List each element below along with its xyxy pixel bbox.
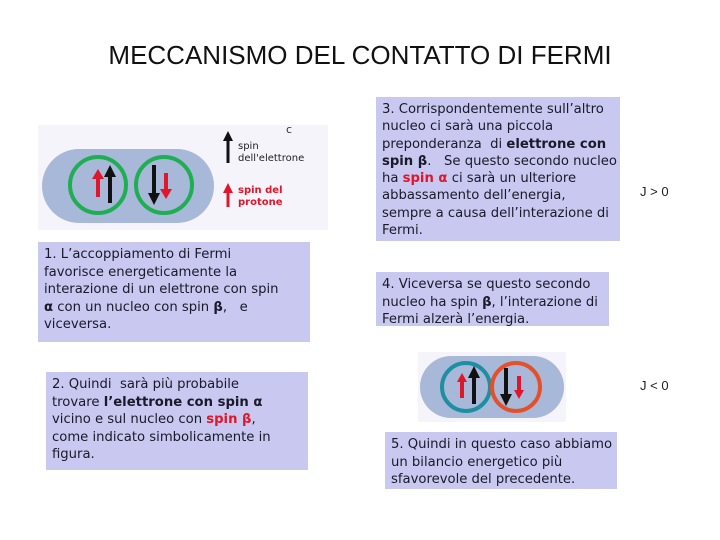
page-title: MECCANISMO DEL CONTATTO DI FERMI	[108, 40, 612, 70]
box3-line5-end: ci sarà un ulteriore	[447, 171, 577, 187]
box2-line2: trovare	[52, 394, 104, 410]
box4-line2-end: , l’interazione di	[491, 294, 598, 310]
label-j-positive: J > 0	[640, 184, 669, 199]
box2-spin-beta: spin β	[206, 412, 252, 428]
box4-line2: nucleo ha spin	[382, 294, 483, 310]
fermi-figure-bottom	[418, 352, 566, 422]
box2-line5: figura.	[52, 447, 95, 463]
box5-line3: sfavorevole del precedente.	[391, 472, 576, 488]
box1-beta: β	[213, 299, 223, 315]
label-j-negative: J < 0	[640, 378, 669, 393]
box3-line8: Fermi.	[382, 223, 423, 239]
legend-spin-proton-line2: protone	[238, 197, 283, 208]
box1-line4-end: , e	[222, 299, 248, 315]
box3-line7: sempre a causa dell’interazione di	[382, 205, 609, 221]
box1-line1: 1. L’accoppiamento di Fermi	[44, 247, 232, 262]
text-box-1	[38, 242, 310, 342]
box2-line3-end: ,	[251, 412, 256, 428]
legend-spin-electron-line2: dell'elettrone	[238, 153, 305, 164]
text-box-4	[376, 272, 609, 326]
legend-spin-electron-line1: spin	[238, 141, 259, 152]
box3-line2: nucleo ci sarà una piccola	[382, 119, 554, 135]
box2-line4: come indicato simbolicamente in	[52, 429, 271, 445]
box3-line4: . Se questo secondo nucleo	[427, 153, 617, 169]
box3-spin-alpha: spin α	[402, 171, 448, 187]
box3-spin: spin	[382, 153, 418, 169]
box1-alpha: α	[44, 299, 54, 315]
box1-line5: viceversa.	[44, 317, 112, 333]
box4-line1: 4. Viceversa se questo secondo	[382, 277, 591, 292]
legend-spin-proton-line1: spin del	[238, 185, 283, 196]
box5-line1: 5. Quindi in questo caso abbiamo	[391, 437, 613, 452]
figure-mark: c	[286, 125, 293, 136]
box2-alpha: α	[253, 394, 263, 410]
text-box-2	[46, 372, 308, 470]
nucleus-pair-capsule	[42, 149, 214, 223]
text-box-5	[385, 432, 617, 489]
box4-line3: Fermi alzerà l’energia.	[382, 312, 530, 328]
box3-line1: 3. Corrispondentemente sull’altro	[382, 102, 604, 117]
box1-line4: con un nucleo con spin	[53, 299, 214, 315]
box2-line1: 2. Quindi sarà più probabile	[52, 377, 240, 392]
fermi-figure-top	[38, 125, 328, 230]
box2-electron-spin: l’elettrone con spin	[103, 394, 254, 410]
box3-line6: abbassamento dell’energia,	[382, 188, 566, 204]
box1-line3: interazione di un elettrone con spin	[44, 282, 279, 298]
box3-electron-with: elettrone con	[506, 136, 607, 152]
box2-line3: vicino e sul nucleo con	[52, 412, 207, 428]
text-box-3	[376, 97, 620, 241]
box3-line3: preponderanza di	[382, 136, 507, 152]
box1-line2: favorisce energeticamente la	[44, 264, 238, 280]
box3-line5: ha	[382, 171, 403, 187]
box5-line2: un bilancio energetico più	[391, 454, 563, 470]
box4-beta: β	[482, 294, 492, 310]
box3-beta: β	[417, 153, 428, 169]
